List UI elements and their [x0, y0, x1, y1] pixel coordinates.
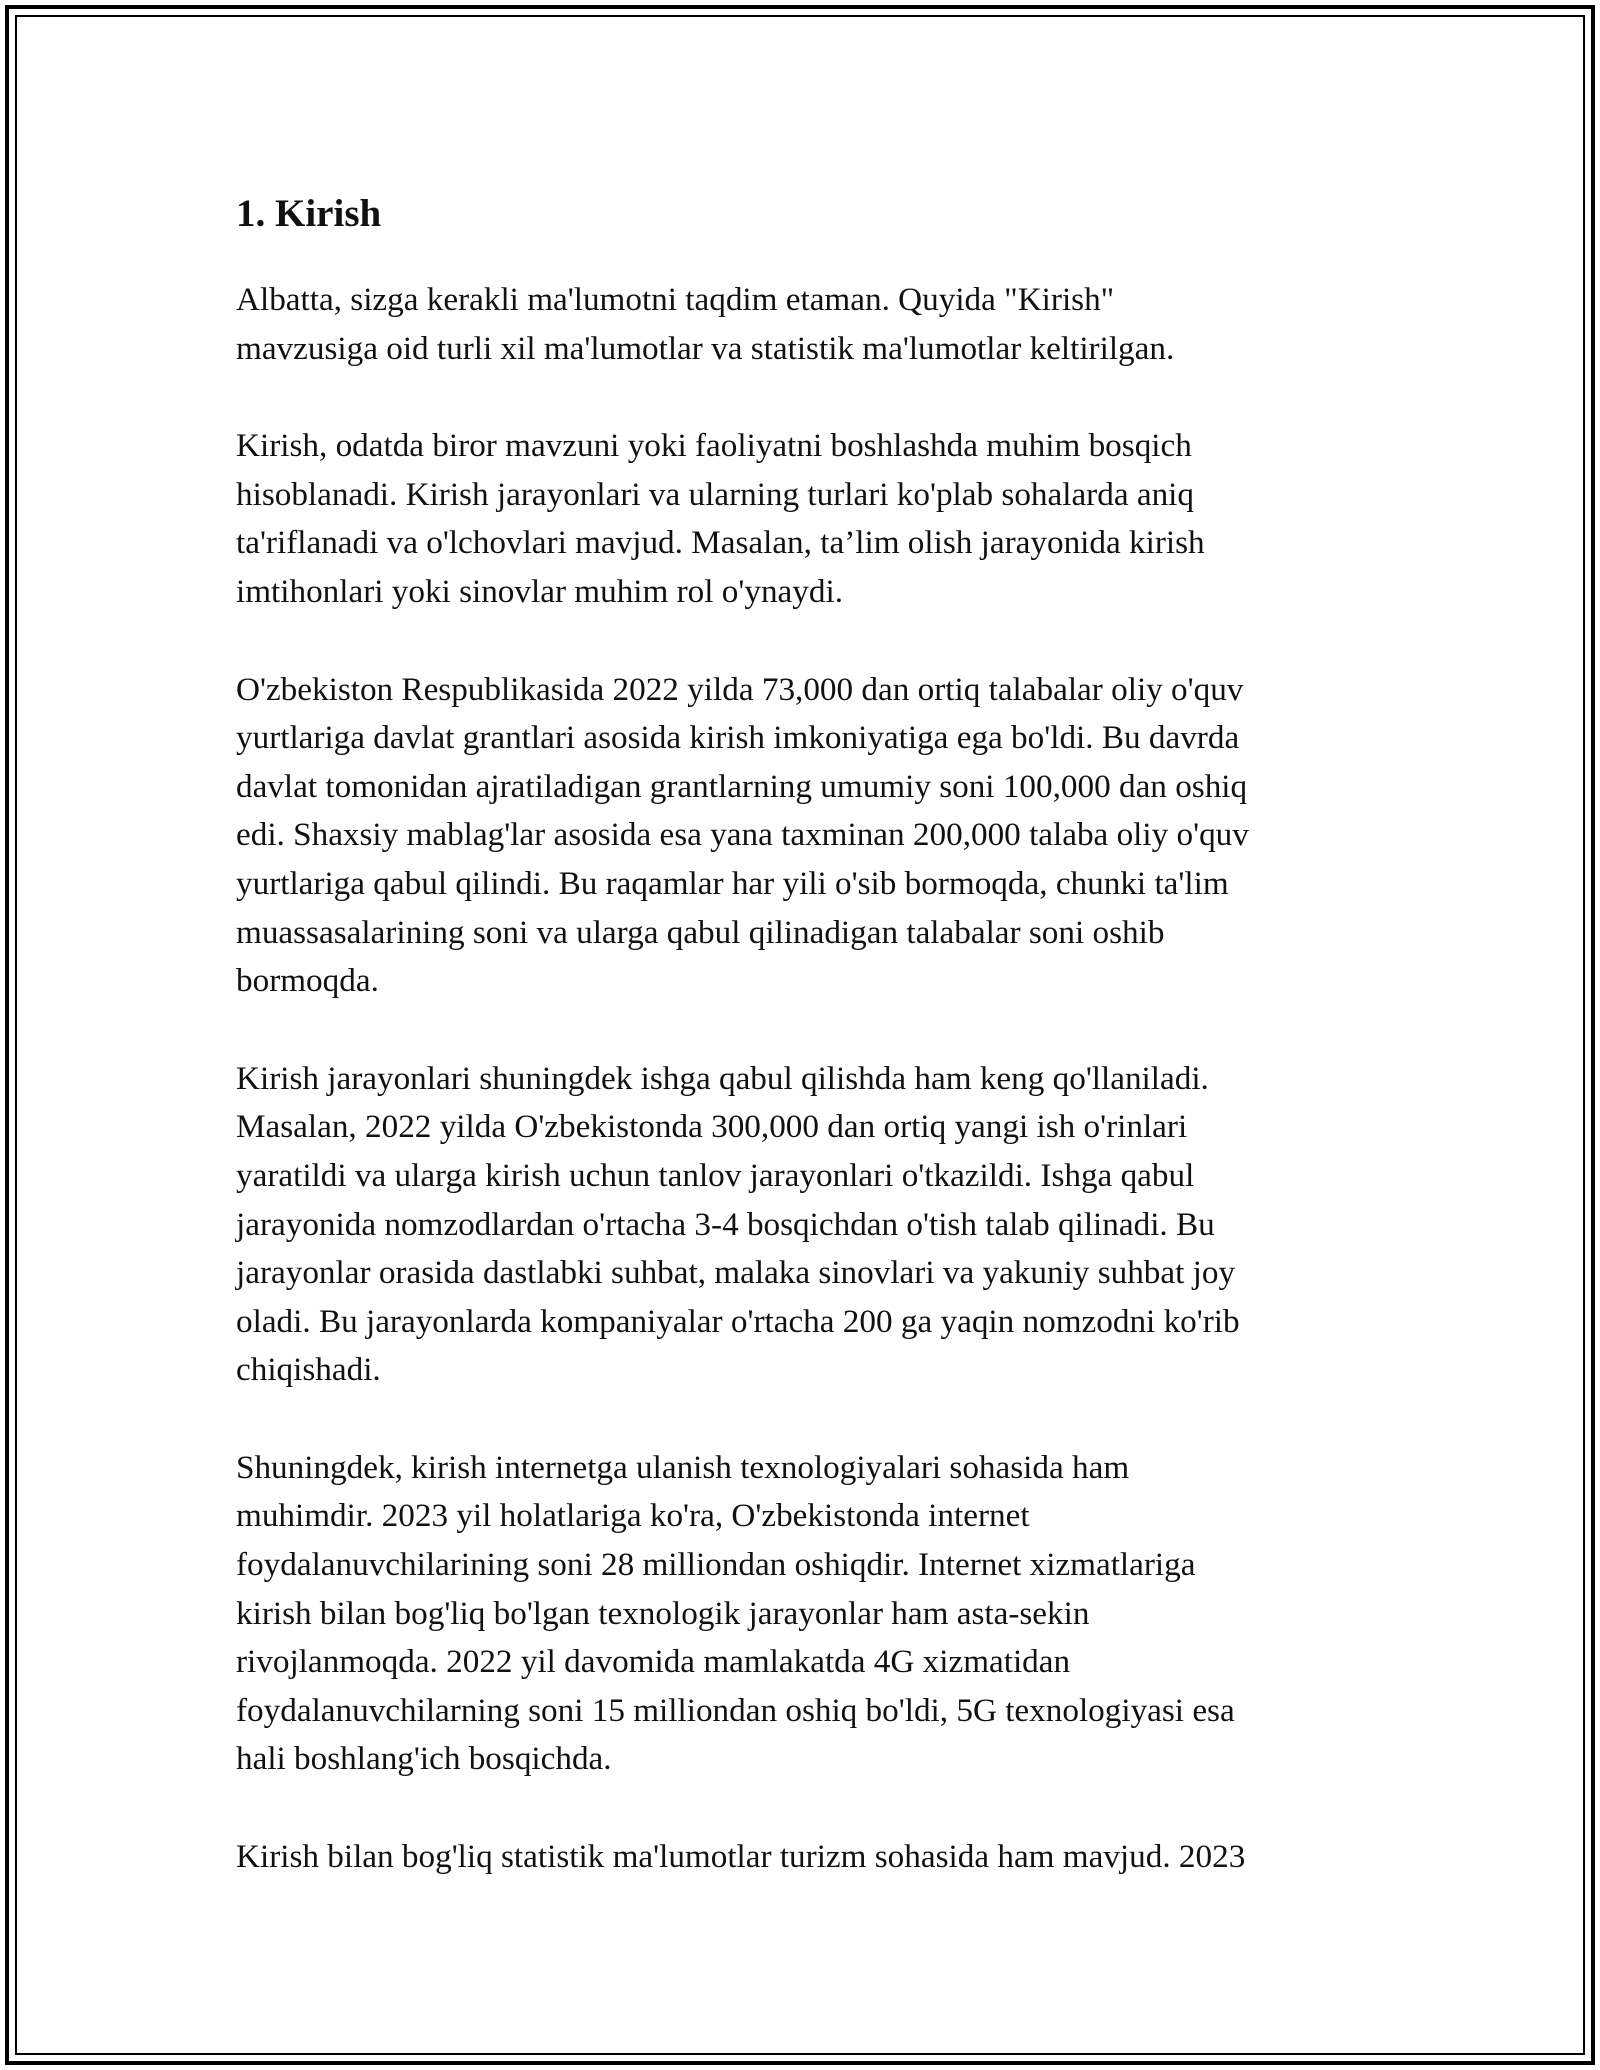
paragraph-line: foydalanuvchilarning soni 15 milliondan oshiq bo'ldi, 5G texnologiyasi esa	[236, 1691, 1235, 1729]
paragraph-line: davlat tomonidan ajratiladigan grantlarning umumiy soni 100,000 dan oshiq	[236, 767, 1248, 805]
paragraph-line: edi. Shaxsiy mablag'lar asosida esa yana taxminan 200,000 talaba oliy o'quv	[236, 816, 1249, 854]
paragraph-line: yaratildi va ularga kirish uchun tanlov jarayonlari o'tkazildi. Ishga qabul	[236, 1156, 1195, 1194]
paragraph-education-stats	[236, 666, 1376, 1006]
paragraph-line: Albatta, sizga kerakli ma'lumotni taqdim etaman. Quyida "Kirish"	[236, 281, 1115, 318]
paragraph-line: Kirish, odatda biror mavzuni yoki faoliyatni boshlashda muhim bosqich	[236, 427, 1192, 465]
paragraph-line: rivojlanmoqda. 2022 yil davomida mamlakatda 4G xizmatidan	[236, 1643, 1071, 1681]
paragraph-line: chiqishadi.	[236, 1351, 381, 1389]
paragraph-line: jarayonida nomzodlardan o'rtacha 3-4 bosqichdan o'tish talab qilinadi. Bu	[236, 1205, 1215, 1243]
paragraph-line: Kirish bilan bog'liq statistik ma'lumotlar turizm sohasida ham mavjud. 2023	[236, 1838, 1246, 1876]
paragraph-line: hali boshlang'ich bosqichda.	[236, 1740, 612, 1778]
paragraph-line: mavzusiga oid turli xil ma'lumotlar va statistik ma'lumotlar keltirilgan.	[236, 329, 1175, 367]
paragraph-line: foydalanuvchilarining soni 28 milliondan oshiqdir. Internet xizmatlariga	[236, 1546, 1196, 1584]
paragraph-tourism-stats	[236, 1833, 1376, 1882]
paragraph-definition	[236, 422, 1376, 616]
paragraph-line: muhimdir. 2023 yil holatlariga ko'ra, O'zbekistonda internet	[236, 1497, 1030, 1535]
paragraph-line: imtihonlari yoki sinovlar muhim rol o'ynaydi.	[236, 572, 843, 610]
paragraph-line: Masalan, 2022 yilda O'zbekistonda 300,000 dan ortiq yangi ish o'rinlari	[236, 1108, 1188, 1146]
document-body	[236, 186, 1376, 1931]
paragraph-line: kirish bilan bog'liq bo'lgan texnologik jarayonlar ham asta-sekin	[236, 1594, 1090, 1632]
paragraph-line: yurtlariga qabul qilindi. Bu raqamlar har yili o'sib bormoqda, chunki ta'lim	[236, 864, 1229, 902]
paragraph-line: Shuningdek, kirish internetga ulanish texnologiyalari sohasida ham	[236, 1448, 1130, 1486]
paragraph-line: bormoqda.	[236, 962, 379, 1000]
paragraph-line: ta'riflanadi va o'lchovlari mavjud. Masalan, ta’lim olish jarayonida kirish	[236, 524, 1205, 562]
paragraph-line: jarayonlar orasida dastlabki suhbat, malaka sinovlari va yakuniy suhbat joy	[236, 1254, 1236, 1292]
paragraph-line: muassasalarining soni va ularga qabul qilinadigan talabalar soni oshib	[236, 913, 1165, 951]
paragraph-employment-stats	[236, 1055, 1376, 1395]
section-heading: 1. Kirish	[236, 192, 382, 235]
paragraph-line: O'zbekiston Respublikasida 2022 yilda 73,000 dan ortiq talabalar oliy o'quv	[236, 670, 1244, 708]
paragraph-line: hisoblanadi. Kirish jarayonlari va ularning turlari ko'plab sohalarda aniq	[236, 475, 1194, 513]
paragraph-internet-stats	[236, 1444, 1376, 1784]
paragraph-line: yurtlariga davlat grantlari asosida kirish imkoniyatiga ega bo'ldi. Bu davrda	[236, 719, 1240, 757]
paragraph-line: Kirish jarayonlari shuningdek ishga qabul qilishda ham keng qo'llaniladi.	[236, 1059, 1209, 1097]
paragraph-line: oladi. Bu jarayonlarda kompaniyalar o'rtacha 200 ga yaqin nomzodni ko'rib	[236, 1302, 1240, 1340]
paragraph-intro	[236, 276, 1376, 373]
